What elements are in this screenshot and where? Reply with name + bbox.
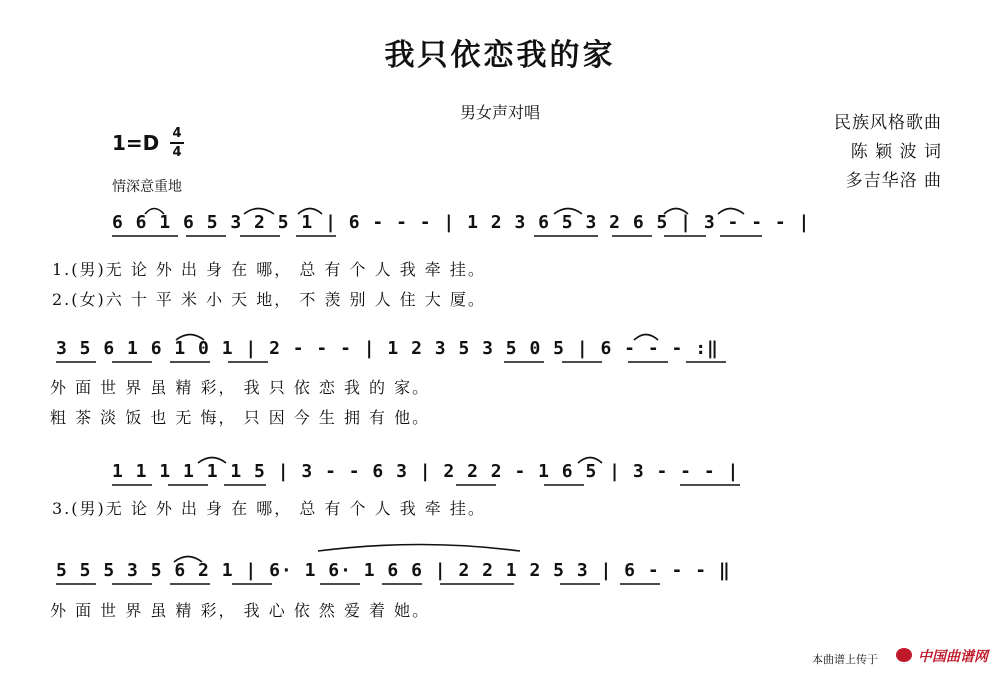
slur-arc	[198, 458, 226, 464]
slur-arc	[664, 209, 688, 215]
slur-arc	[176, 335, 204, 341]
slur-arc	[578, 458, 602, 464]
slur-arc	[298, 209, 322, 215]
system-4-notes: 5 5 5 3 5 6 2 1 | 6· 1 6· 1 6 6 | 2 2 1 2 5 3 | 6 - - - ‖	[56, 560, 731, 581]
site-logo-icon	[896, 648, 912, 662]
genre-credit: 民族风格歌曲	[834, 113, 942, 133]
site-logo: 中国曲谱网	[918, 649, 988, 665]
composer-credit: 多吉华洛 曲	[845, 171, 942, 191]
system-1-lyric-verse-1: 1.(男)无 论 外 出 身 在 哪， 总 有 个 人 我 牵 挂。	[52, 260, 486, 279]
slur-arc	[244, 209, 274, 215]
upload-note: 本曲谱上传于	[812, 653, 878, 666]
lyricist-credit: 陈 颖 波 词	[850, 142, 942, 162]
system-4-lyric: 外 面 世 界 虽 精 彩， 我 心 依 然 爱 着 她。	[50, 601, 431, 620]
system-3-lyric-verse-3: 3.(男)无 论 外 出 身 在 哪， 总 有 个 人 我 牵 挂。	[52, 499, 486, 518]
song-title: 我只依恋我的家	[384, 38, 616, 73]
slur-arc	[634, 335, 658, 341]
key-signature: 1=D	[112, 131, 160, 155]
system-1-notes: 6 6 1 6 5 3 2 5 1 | 6 - - - | 1 2 3 6 5 3 2 6 5 | 3 - - - |	[112, 212, 811, 233]
system-3-notes: 1 1 1 1 1 1 5 | 3 - - 6 3 | 2 2 2 - 1 6 5 | 3 - - - |	[112, 461, 740, 482]
time-denominator: 4	[172, 145, 182, 160]
slur-arc	[174, 557, 202, 563]
slur-arc	[554, 209, 582, 215]
song-subtitle: 男女声对唱	[459, 103, 540, 122]
tie-arc	[318, 545, 520, 552]
time-numerator: 4	[172, 126, 182, 141]
slur-arc	[145, 209, 164, 215]
system-2-lyric-verse-2: 粗 茶 淡 饭 也 无 悔， 只 因 今 生 拥 有 他。	[50, 408, 431, 427]
system-1-lyric-verse-2: 2.(女)六 十 平 米 小 天 地， 不 羡 别 人 住 大 厦。	[52, 290, 486, 309]
slur-arc	[718, 209, 744, 215]
system-2-lyric-verse-1: 外 面 世 界 虽 精 彩， 我 只 依 恋 我 的 家。	[50, 378, 431, 397]
system-2-notes: 3 5 6 1 6 1 0 1 | 2 - - - | 1 2 3 5 3 5 0 5 | 6 - - - :‖	[56, 338, 719, 359]
tempo-marking: 情深意重地	[112, 179, 182, 195]
